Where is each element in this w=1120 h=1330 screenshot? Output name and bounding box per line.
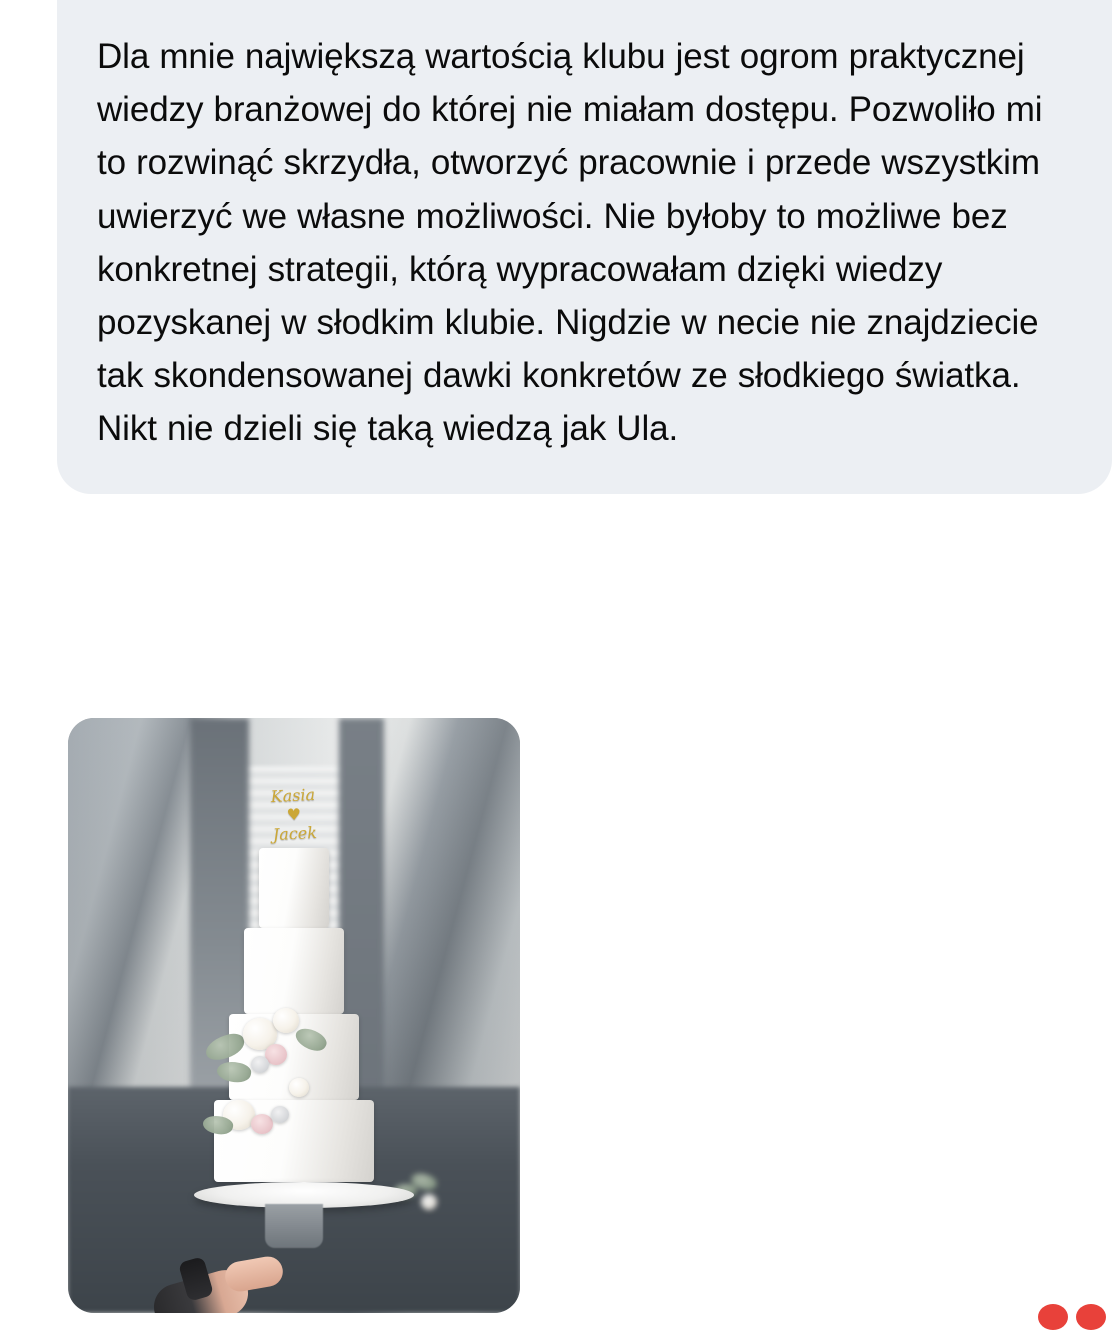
wedding-cake <box>194 784 394 1248</box>
heart-icon: ♥ <box>286 804 302 824</box>
reaction-heart-icon[interactable] <box>1038 1304 1068 1330</box>
cake-topper <box>249 783 338 849</box>
message-bubble[interactable] <box>57 0 1112 494</box>
fingers <box>223 1254 285 1294</box>
cake-tier-third <box>244 928 344 1014</box>
photo-background <box>68 718 520 1313</box>
hand-holding-cake <box>167 1223 287 1313</box>
photo-attachment[interactable] <box>68 718 520 1313</box>
cake-topper-name-1: Kasia <box>270 784 316 806</box>
cake-topper-name-2: Jacek <box>272 822 318 844</box>
reaction-badge[interactable] <box>1032 1314 1106 1330</box>
reaction-heart-icon-secondary[interactable] <box>1076 1304 1106 1330</box>
message-text: Dla mnie największą wartością klubu jest ogrom praktycznej wiedzy branżowej do której nie miałam dostępu. Pozwoliło mi to rozwinąć skrzydła, otworzyć pracownie i przede wszystkim uwierzyć we własne możliwości. Nie byłoby to możliwe bez konkretnej strategii, którą wypracowałam dzięki wiedzy pozyskanej w słodkim klubie. Nigdzie w necie nie znajdziecie tak skondensowanej dawki konkretów ze słodkiego światka. Nikt nie dzieli się taką wiedzą jak Ula. <box>97 37 1043 449</box>
cake-tier-top <box>259 848 329 928</box>
cake-tier-second <box>229 1014 359 1100</box>
cake-tier-bottom <box>214 1100 374 1182</box>
